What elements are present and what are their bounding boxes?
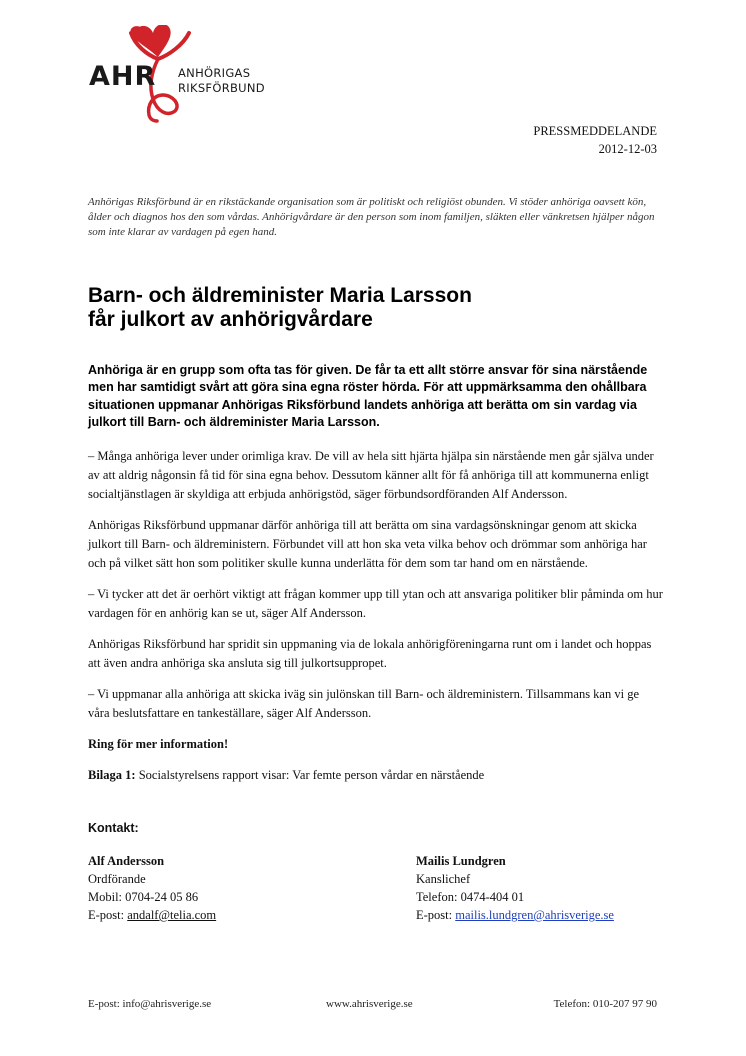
body-paragraph-2: Anhörigas Riksförbund uppmanar därför anhöriga till att berätta om sina vardagsönskningar genom att skicka julkort till Barn- och äldreministern. Förbundet vill att hon ska veta vilka behov och drömmar som anhöriga har och på vilket sätt hon som politiker skulle kunna underlätta för dem som tar hand om en närstående. [88, 518, 647, 570]
logo-abbreviation: AHR [89, 61, 157, 92]
contact-phone: Mobil: 0704-24 05 86 [88, 890, 199, 904]
title-line1: Barn- och äldreminister Maria Larsson [88, 284, 472, 307]
organization-intro: Anhörigas Riksförbund är en rikstäckande organisation som är politiskt och religiöst obunden. Vi stöder anhöriga oavsett kön, ålder och diagnos hos den som vårdas. Anhörigvårdare är den person som inom familjen, släkten eller vänkretsen hjälper någon som inte klarar av vardagen på egen hand. [88, 196, 655, 238]
logo-name-line2: RIKSFÖRBUND [178, 81, 265, 95]
contact-email-row [88, 906, 216, 924]
footer-phone: Telefon: 010-207 97 90 [553, 998, 657, 1010]
body-paragraph-3: – Vi tycker att det är oerhört viktigt att frågan kommer upp till ytan och att ansvariga politiker blir påminda om hur vardagen för en anhörig kan se ut, säger Alf Andersson. [88, 587, 663, 620]
ahr-logo [87, 25, 287, 125]
contact-email-label: E-post: [88, 908, 128, 922]
attachment [88, 766, 663, 785]
body-paragraph-1: – Många anhöriga lever under orimliga krav. De vill av hela sitt hjärta hjälpa sin närstående men går själva under av att aldrig någonsin få tid för sina egna behov. Dessutom känner allt för få anhöriga till att kommunerna enligt socialtjänstlagen är skyldiga att erbjuda anhörigstöd, säger förbundsordföranden Alf Andersson. [88, 449, 654, 501]
contact-phone: Telefon: 0474-404 01 [416, 890, 525, 904]
contact-role: Ordförande [88, 872, 146, 886]
article-body [88, 447, 663, 797]
doc-date: 2012-12-03 [598, 142, 657, 156]
body-paragraph-5: – Vi uppmanar alla anhöriga att skicka iväg sin julönskan till Barn- och äldreministern. Tillsammans kan vi ge våra beslutsfattare en tankeställare, säger Alf Andersson. [88, 687, 640, 720]
contact-card-1 [88, 852, 216, 924]
body-paragraph-4: Anhörigas Riksförbund har spridit sin uppmaning via de lokala anhörigföreningarna runt om i landet och hoppas att även andra anhöriga ska ansluta sig till julkortsuppropet. [88, 637, 652, 670]
title-line2: får julkort av anhörigvårdare [88, 308, 373, 331]
contact-email-link[interactable]: mailis.lundgren@ahrisverige.se [455, 908, 614, 922]
press-header [533, 122, 657, 158]
footer-web: www.ahrisverige.se [326, 998, 413, 1010]
contact-role: Kanslichef [416, 872, 471, 886]
more-info: Ring för mer information! [88, 737, 229, 751]
attachment-text: Socialstyrelsens rapport visar: Var femte person vårdar en närstående [135, 768, 485, 782]
contact-email-link[interactable]: andalf@telia.com [127, 908, 217, 922]
page-title [88, 284, 648, 332]
lead-paragraph: Anhöriga är en grupp som ofta tas för given. De får ta ett allt större ansvar för sina närstående men har samtidigt svårt att göra sina egna röster hörda. För att uppmärksamma den ohållbara situationen uppmanar Anhörigas Riksförbund landets anhöriga att berätta om sin vardag via julkort till Barn- och äldreminister Maria Larsson. [88, 363, 648, 430]
contact-heading: Kontakt: [88, 821, 139, 835]
footer-email: E-post: info@ahrisverige.se [88, 998, 212, 1010]
contact-name: Mailis Lundgren [416, 854, 506, 868]
contact-email-row [416, 906, 614, 924]
attachment-label: Bilaga 1: [88, 768, 136, 782]
logo-name [178, 66, 265, 96]
contact-email-label: E-post: [416, 908, 456, 922]
contact-name: Alf Andersson [88, 854, 165, 868]
doc-type: PRESSMEDDELANDE [533, 124, 657, 138]
contact-card-2 [416, 852, 614, 924]
logo-name-line1: ANHÖRIGAS [178, 66, 251, 80]
